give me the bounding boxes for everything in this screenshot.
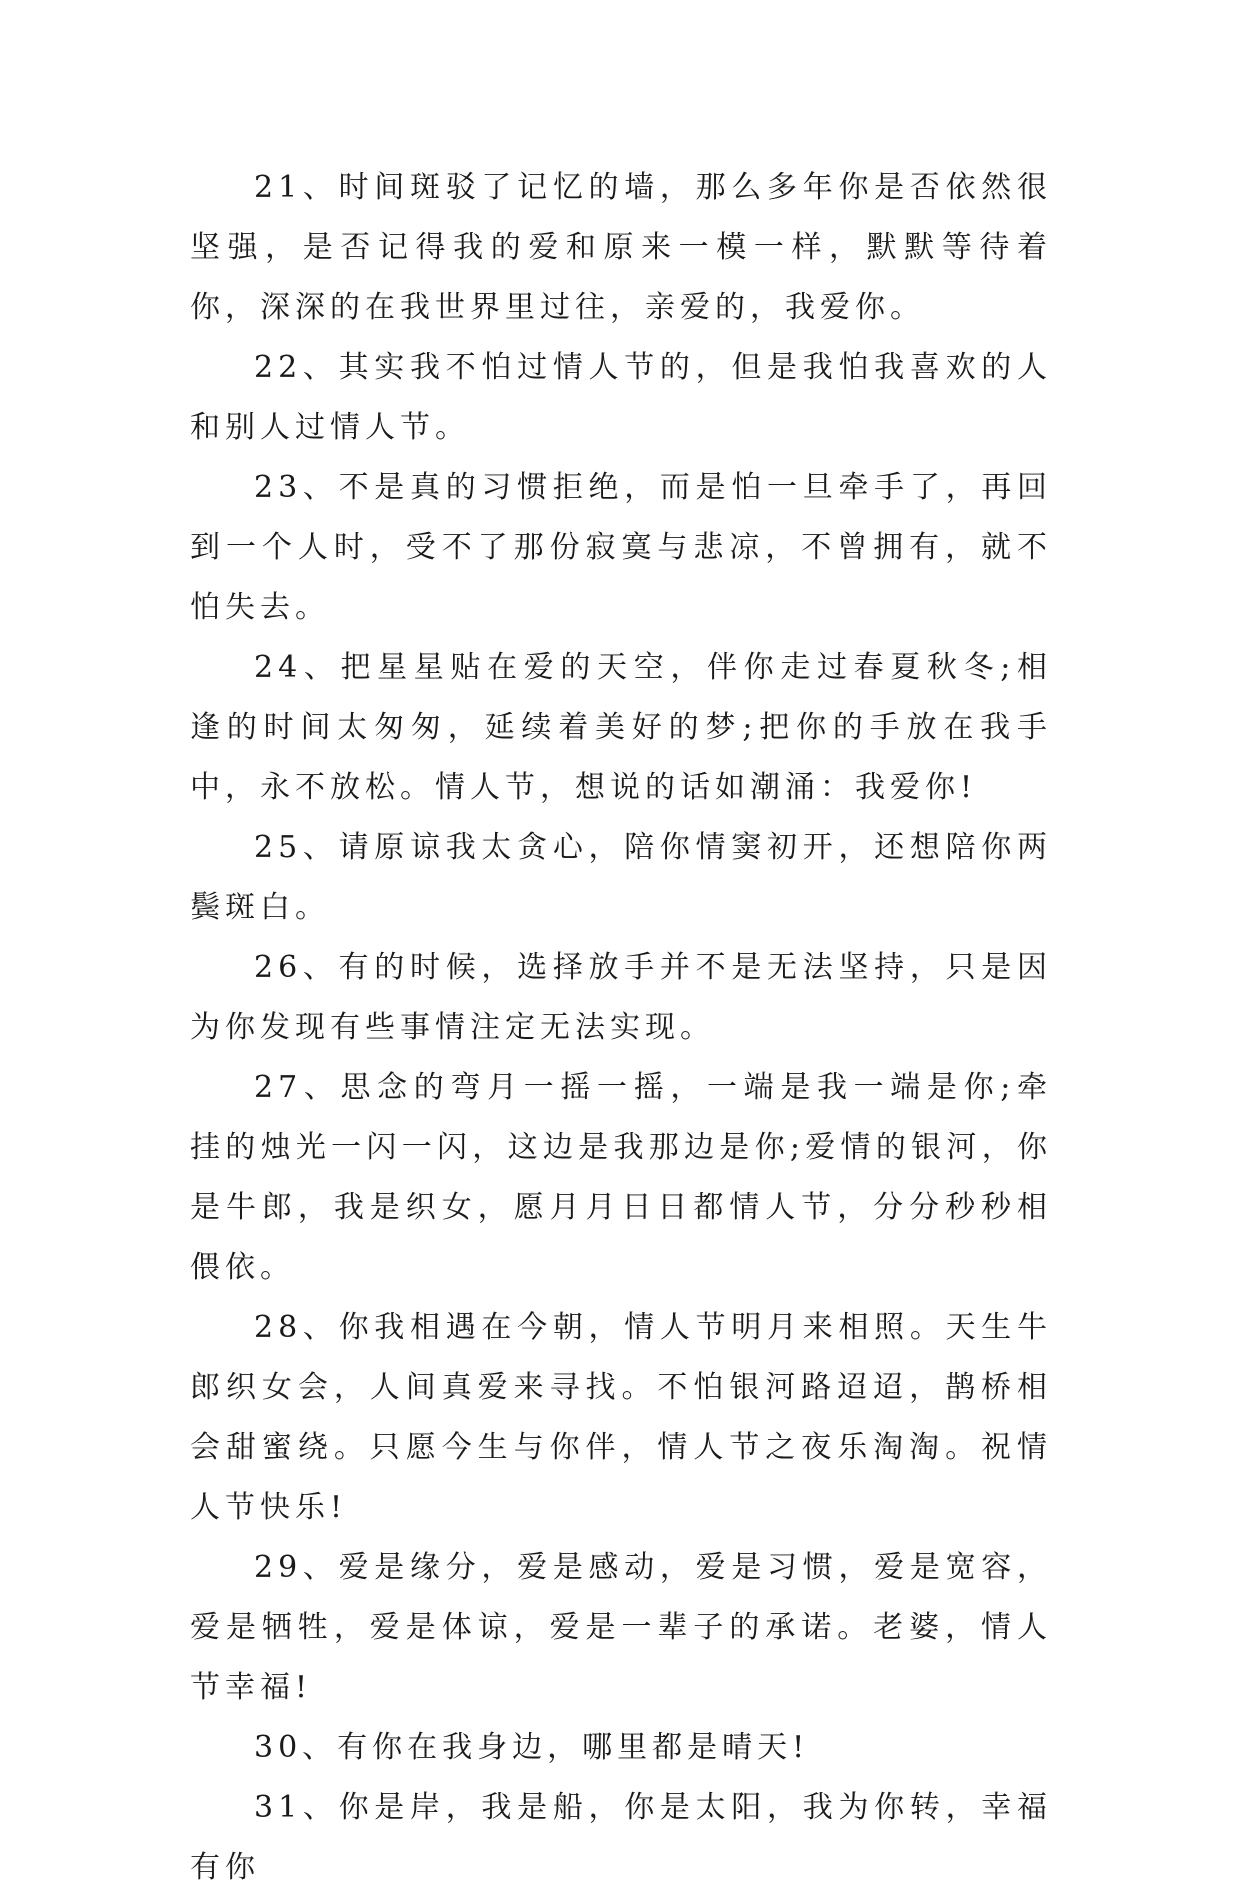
paragraph-27: 27、思念的弯月一摇一摇，一端是我一端是你;牵挂的烛光一闪一闪，这边是我那边是你;爱情的银河，你是牛郎，我是织女，愿月月日日都情人节，分分秒秒相偎依。 (190, 1070, 1052, 1285)
paragraph-22: 22、其实我不怕过情人节的，但是我怕我喜欢的人和别人过情人节。 (190, 350, 1052, 445)
paragraph-29: 29、爱是缘分，爱是感动，爱是习惯，爱是宽容，爱是牺牲，爱是体谅，爱是一辈子的承诺。老婆，情人节幸福! (190, 1550, 1052, 1705)
paragraph-23: 23、不是真的习惯拒绝，而是怕一旦牵手了，再回到一个人时，受不了那份寂寞与悲凉，不曾拥有，就不怕失去。 (190, 470, 1052, 625)
paragraph-25: 25、请原谅我太贪心，陪你情窦初开，还想陪你两鬓斑白。 (190, 830, 1052, 925)
paragraph-26: 26、有的时候，选择放手并不是无法坚持，只是因为你发现有些事情注定无法实现。 (190, 950, 1052, 1045)
paragraph-28: 28、你我相遇在今朝，情人节明月来相照。天生牛郎织女会，人间真爱来寻找。不怕银河路迢迢，鹊桥相会甜蜜绕。只愿今生与你伴，情人节之夜乐淘淘。祝情人节快乐! (190, 1310, 1052, 1525)
paragraph-31: 31、你是岸，我是船，你是太阳，我为你转，幸福有你 (190, 1790, 1052, 1885)
paragraph-30: 30、有你在我身边，哪里都是晴天! (254, 1730, 810, 1765)
paragraph-21: 21、时间斑驳了记忆的墙，那么多年你是否依然很坚强，是否记得我的爱和原来一模一样，默默等待着你，深深的在我世界里过往，亲爱的，我爱你。 (190, 170, 1052, 325)
paragraph-24: 24、把星星贴在爱的天空，伴你走过春夏秋冬;相逢的时间太匆匆，延续着美好的梦;把你的手放在我手中，永不放松。情人节，想说的话如潮涌：我爱你! (190, 650, 1052, 805)
document-body (190, 158, 1052, 1898)
